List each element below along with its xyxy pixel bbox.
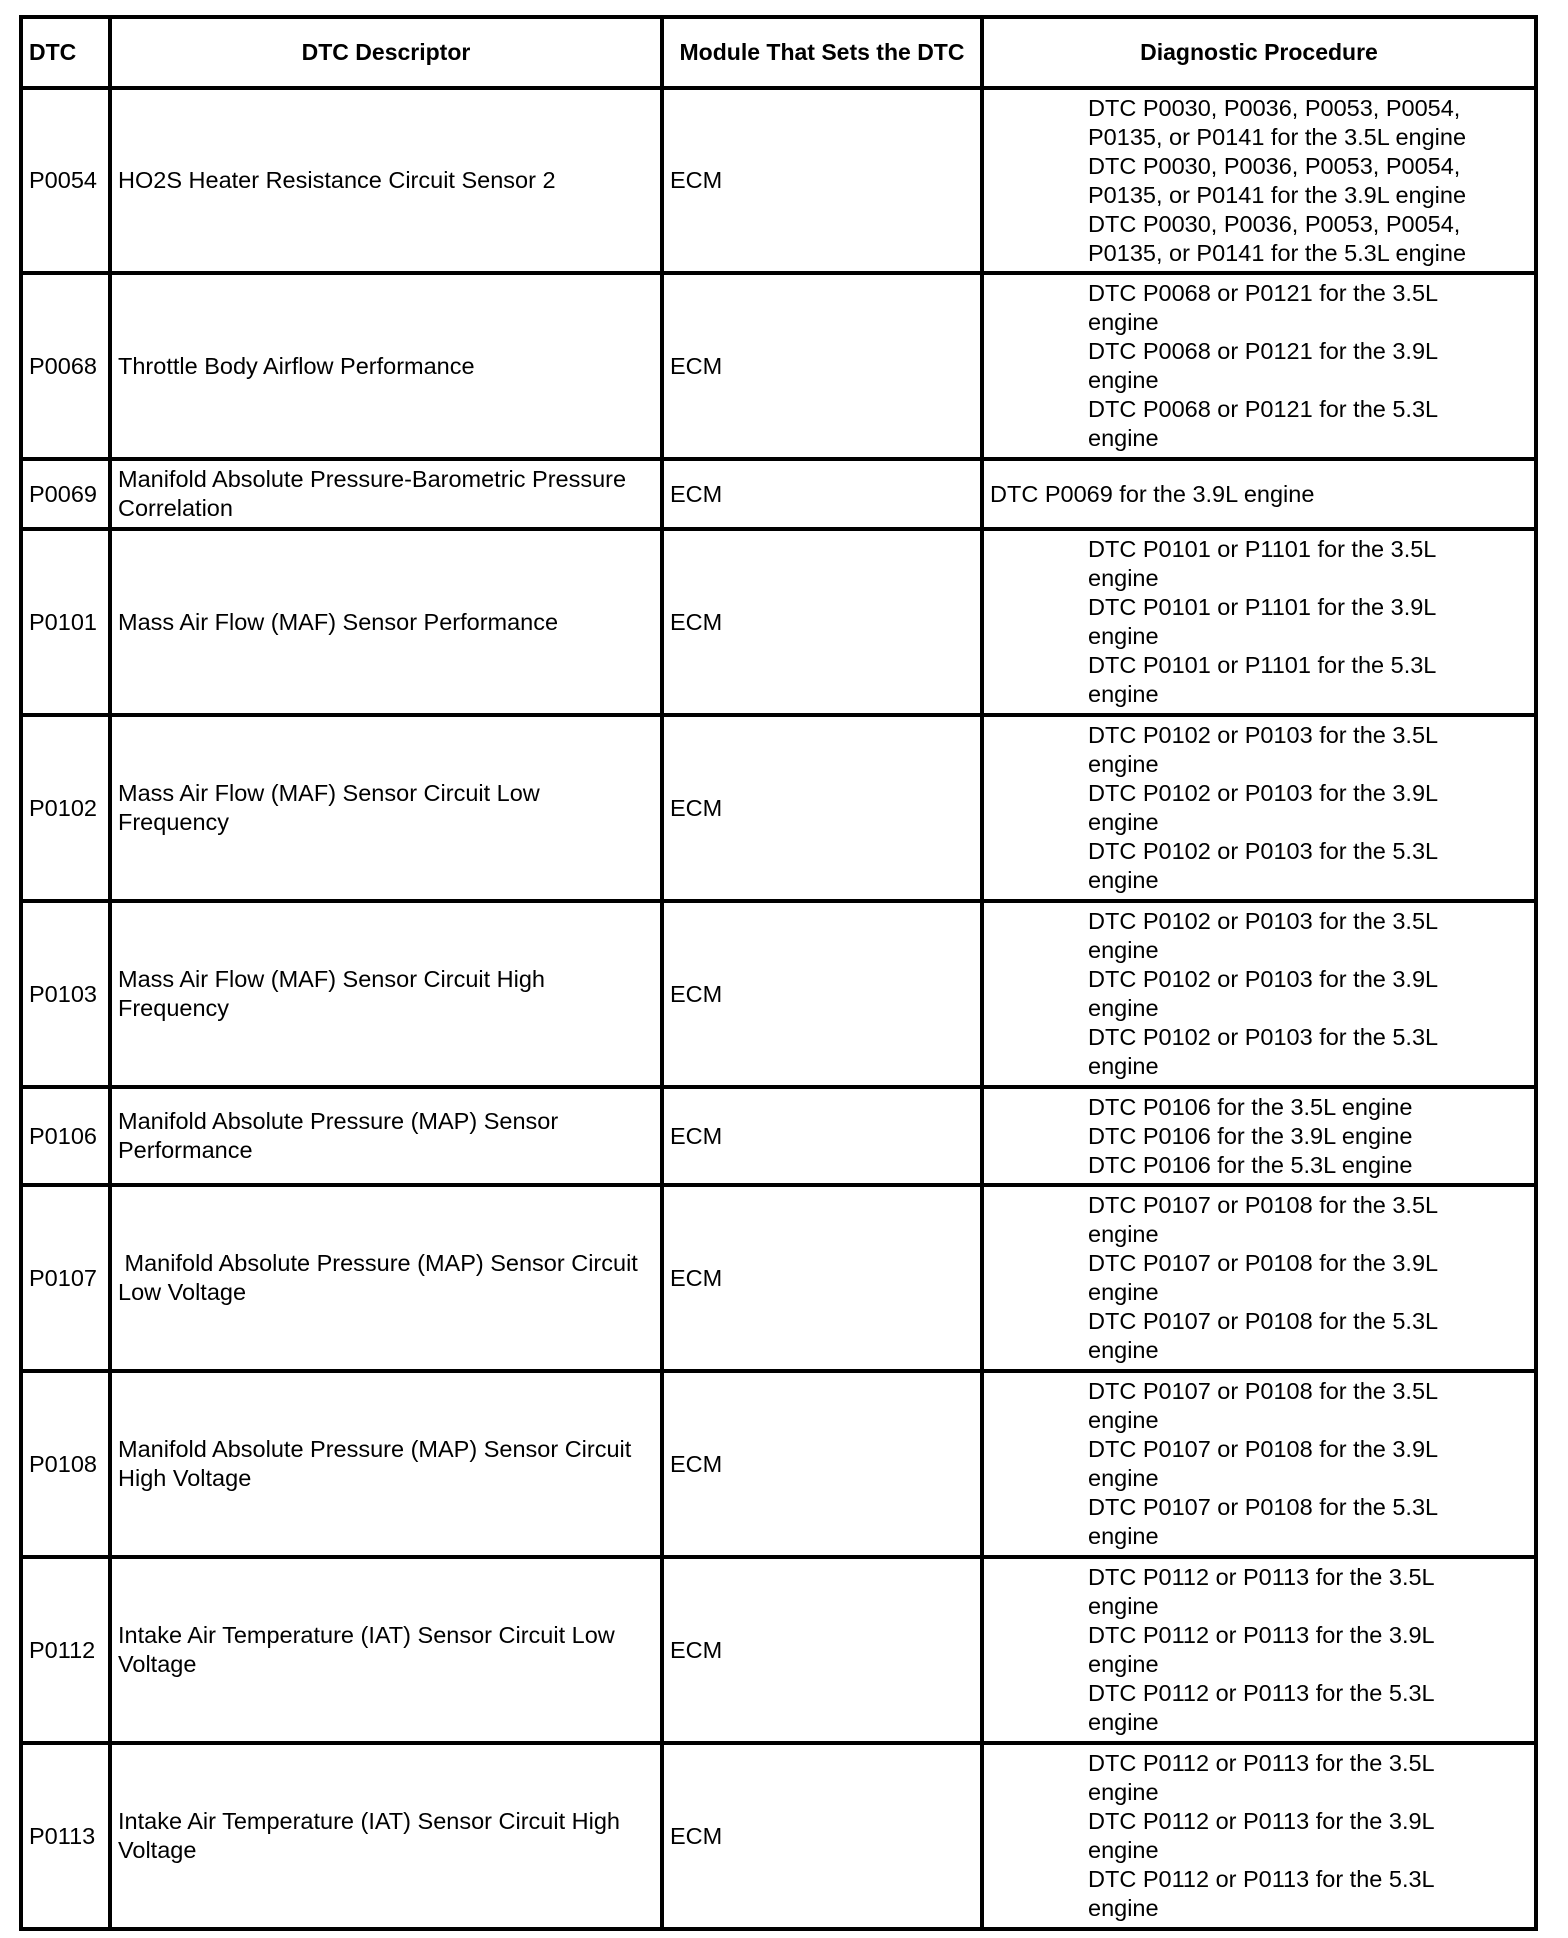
module-name: ECM [662,529,982,715]
procedure-line: DTC P0102 or P0103 for the 3.9L [1088,966,1439,992]
diagnostic-procedure [982,1371,1536,1557]
module-name: ECM [662,459,982,529]
procedure-line: DTC P0101 or P1101 for the 3.9L [1088,594,1437,620]
procedure-line: engine [1088,1279,1159,1305]
module-name: ECM [662,715,982,901]
procedure-line: engine [1088,1465,1159,1491]
header-descriptor: DTC Descriptor [110,17,662,88]
dtc-code: P0113 [21,1743,110,1929]
diagnostic-procedure [982,88,1536,273]
header-dtc: DTC [21,17,110,88]
module-name: ECM [662,1185,982,1371]
procedure-line: DTC P0069 for the 3.9L engine [990,480,1315,507]
diagnostic-procedure [982,273,1536,459]
diagnostic-procedure [982,1185,1536,1371]
module-name: ECM [662,1743,982,1929]
dtc-descriptor: Mass Air Flow (MAF) Sensor Circuit Low Frequency [110,715,662,901]
procedure-line: DTC P0106 for the 3.9L engine [1088,1122,1413,1149]
module-name: ECM [662,88,982,273]
module-name: ECM [662,1087,982,1185]
dtc-descriptor: Throttle Body Airflow Performance [110,273,662,459]
procedure-line: engine [1088,1523,1159,1549]
dtc-code: P0068 [21,273,110,459]
procedure-line: engine [1088,623,1159,649]
procedure-line: engine [1088,1709,1159,1735]
module-name: ECM [662,273,982,459]
procedure-line: engine [1088,1053,1159,1079]
dtc-descriptor: Intake Air Temperature (IAT) Sensor Circuit Low Voltage [110,1557,662,1743]
procedure-line: engine [1088,867,1159,893]
procedure-line: DTC P0102 or P0103 for the 3.5L [1088,908,1439,934]
procedure-line: DTC P0107 or P0108 for the 5.3L [1088,1308,1439,1334]
dtc-code: P0107 [21,1185,110,1371]
diagnostic-procedure [982,901,1536,1087]
procedure-line: P0135, or P0141 for the 5.3L engine [1088,239,1467,266]
procedure-line: DTC P0102 or P0103 for the 3.9L [1088,780,1439,806]
procedure-line: P0135, or P0141 for the 3.9L engine [1088,181,1467,208]
procedure-line: DTC P0030, P0036, P0053, P0054, [1088,210,1461,237]
diagnostic-procedure [982,1087,1536,1185]
procedure-line: DTC P0107 or P0108 for the 3.5L [1088,1378,1439,1404]
procedure-line: DTC P0030, P0036, P0053, P0054, [1088,152,1461,179]
procedure-line: engine [1088,565,1159,591]
procedure-line: DTC P0112 or P0113 for the 3.5L [1088,1750,1435,1776]
procedure-line: DTC P0068 or P0121 for the 3.9L [1088,338,1439,364]
procedure-line: engine [1088,425,1159,451]
dtc-code: P0112 [21,1557,110,1743]
procedure-line: DTC P0068 or P0121 for the 3.5L [1088,280,1439,306]
table-body [21,88,1536,1929]
dtc-descriptor: Manifold Absolute Pressure (MAP) Sensor Performance [110,1087,662,1185]
procedure-line: engine [1088,1895,1159,1921]
procedure-line: engine [1088,367,1159,393]
dtc-descriptor: Manifold Absolute Pressure-Barometric Pressure Correlation [110,459,662,529]
procedure-line: DTC P0102 or P0103 for the 5.3L [1088,1024,1439,1050]
procedure-line: engine [1088,681,1159,707]
header-procedure: Diagnostic Procedure [982,17,1536,88]
procedure-line: DTC P0107 or P0108 for the 3.9L [1088,1436,1439,1462]
procedure-line: DTC P0112 or P0113 for the 3.9L [1088,1622,1435,1648]
procedure-line: DTC P0107 or P0108 for the 5.3L [1088,1494,1439,1520]
dtc-code: P0102 [21,715,110,901]
diagnostic-procedure [982,1743,1536,1929]
table-row [21,1087,1536,1185]
table-row [21,88,1536,273]
table-row [21,1557,1536,1743]
diagnostic-procedure [982,529,1536,715]
procedure-line: DTC P0107 or P0108 for the 3.5L [1088,1192,1439,1218]
dtc-code: P0103 [21,901,110,1087]
procedure-line: DTC P0102 or P0103 for the 5.3L [1088,838,1439,864]
procedure-line: engine [1088,309,1159,335]
procedure-line: engine [1088,1593,1159,1619]
table-row [21,459,1536,529]
header-module: Module That Sets the DTC [662,17,982,88]
dtc-descriptor: HO2S Heater Resistance Circuit Sensor 2 [110,88,662,273]
table-row [21,1371,1536,1557]
procedure-line: DTC P0106 for the 3.5L engine [1088,1093,1413,1120]
table-header-row [21,17,1536,88]
procedure-line: engine [1088,751,1159,777]
table-row [21,273,1536,459]
dtc-descriptor: Manifold Absolute Pressure (MAP) Sensor Circuit Low Voltage [110,1185,662,1371]
module-name: ECM [662,1557,982,1743]
diagnostic-procedure [982,715,1536,901]
dtc-code: P0106 [21,1087,110,1185]
table-row [21,901,1536,1087]
table-row [21,529,1536,715]
procedure-line: engine [1088,809,1159,835]
procedure-line: DTC P0112 or P0113 for the 5.3L [1088,1680,1435,1706]
dtc-descriptor: Mass Air Flow (MAF) Sensor Circuit High Frequency [110,901,662,1087]
table-row [21,1185,1536,1371]
procedure-line: DTC P0112 or P0113 for the 5.3L [1088,1866,1435,1892]
procedure-line: DTC P0106 for the 5.3L engine [1088,1151,1413,1178]
procedure-line: engine [1088,1337,1159,1363]
dtc-descriptor: Intake Air Temperature (IAT) Sensor Circuit High Voltage [110,1743,662,1929]
procedure-line: DTC P0101 or P1101 for the 5.3L [1088,652,1437,678]
procedure-line: DTC P0102 or P0103 for the 3.5L [1088,722,1439,748]
procedure-line: DTC P0112 or P0113 for the 3.9L [1088,1808,1435,1834]
module-name: ECM [662,901,982,1087]
dtc-descriptor: Manifold Absolute Pressure (MAP) Sensor Circuit High Voltage [110,1371,662,1557]
table-row [21,1743,1536,1929]
procedure-line: engine [1088,937,1159,963]
procedure-line: engine [1088,995,1159,1021]
procedure-line: engine [1088,1651,1159,1677]
dtc-code: P0108 [21,1371,110,1557]
procedure-line: engine [1088,1837,1159,1863]
procedure-line: engine [1088,1407,1159,1433]
procedure-line: DTC P0112 or P0113 for the 3.5L [1088,1564,1435,1590]
procedure-line: DTC P0068 or P0121 for the 5.3L [1088,396,1439,422]
procedure-line: DTC P0101 or P1101 for the 3.5L [1088,536,1437,562]
diagnostic-procedure [982,459,1536,529]
dtc-table [19,15,1538,1931]
dtc-code: P0101 [21,529,110,715]
procedure-line: P0135, or P0141 for the 3.5L engine [1088,123,1467,150]
dtc-code: P0069 [21,459,110,529]
procedure-line: engine [1088,1221,1159,1247]
table-row [21,715,1536,901]
dtc-code: P0054 [21,88,110,273]
procedure-line: DTC P0030, P0036, P0053, P0054, [1088,94,1461,121]
dtc-descriptor: Mass Air Flow (MAF) Sensor Performance [110,529,662,715]
procedure-line: engine [1088,1779,1159,1805]
module-name: ECM [662,1371,982,1557]
diagnostic-procedure [982,1557,1536,1743]
procedure-line: DTC P0107 or P0108 for the 3.9L [1088,1250,1439,1276]
